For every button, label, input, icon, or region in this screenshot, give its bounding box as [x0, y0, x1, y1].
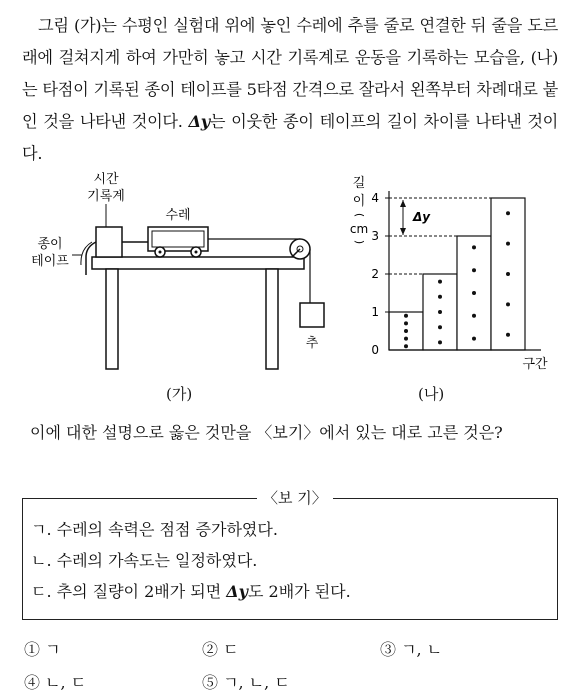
choice-5[interactable]: ⑤ ㄱ, ㄴ, ㄷ: [202, 673, 290, 692]
caption-a: (가): [166, 385, 193, 403]
tape-dot: [472, 291, 476, 295]
tape-dot: [506, 333, 510, 337]
y-tick-label: 4: [371, 191, 379, 205]
figure-b-tape-chart: [345, 165, 560, 380]
tape-dot: [404, 329, 408, 333]
tape-dot: [404, 344, 408, 348]
tape-dot: [506, 302, 510, 306]
bogi-item-3-part1: ㄷ. 추의 질량이 2배가 되면: [31, 582, 227, 601]
bogi-title: 〈보 기〉: [257, 487, 333, 508]
y-label-char-3: cm: [349, 222, 369, 236]
choice-2[interactable]: ② ㄷ: [202, 640, 239, 659]
delta-y-marker: [400, 200, 431, 235]
y-tick-label: 3: [371, 229, 379, 243]
tape-dot: [506, 272, 510, 276]
tape-dot: [438, 310, 442, 314]
bogi-item-1: ㄱ. 수레의 속력은 점점 증가하였다.: [31, 520, 278, 539]
y-label-char-0: 길: [352, 176, 366, 191]
lab-table-top: [92, 257, 304, 269]
y-axis-label: [350, 175, 368, 244]
tape-dot: [404, 314, 408, 318]
weight-label: 추: [305, 336, 319, 351]
choice-1[interactable]: ① ㄱ: [24, 640, 61, 659]
tape-dot: [438, 325, 442, 329]
timer-device: [96, 227, 122, 257]
caption-b: (나): [418, 385, 445, 403]
y-tick-label: 0: [371, 343, 379, 357]
delta-y-symbol: Δy: [188, 112, 210, 131]
delta-y-label: Δy: [413, 210, 431, 224]
y-label-char-4: ): [353, 239, 366, 245]
passage-part1: 그림 (가)는 수평인 실험대 위에 놓인 수레에 추를 줄로 연결한 뒤 줄을 도르래에 걸쳐지게 하여 가만히 놓고 시간 기록계로 운동을 기록하는 모습을, (나)는 타점이 기록된 종이 테이프를 5타점 간격으로 잘라서 왼쪽부터 차례대로 붙인 것을 나타낸 것이다.: [22, 16, 558, 131]
bogi-box: [22, 489, 558, 620]
tape-label-1: 종이: [37, 237, 63, 252]
tape-dot: [438, 280, 442, 284]
tape-dot: [438, 340, 442, 344]
hanging-weight: [300, 303, 324, 327]
bogi-item-2: ㄴ. 수레의 가속도는 일정하였다.: [31, 551, 258, 570]
tape-dot: [472, 314, 476, 318]
y-tick-label: 2: [371, 267, 379, 281]
cart-label: 수레: [165, 208, 191, 223]
timer-label-1: 시간: [93, 172, 119, 187]
bogi-item-3-part2: 도 2배가 된다.: [247, 582, 351, 601]
x-axis-label: 구간: [522, 357, 548, 372]
choice-4[interactable]: ④ ㄴ, ㄷ: [24, 673, 87, 692]
y-label-char-2: (: [353, 212, 366, 218]
tape-dot: [472, 337, 476, 341]
question-text: 이에 대한 설명으로 옳은 것만을 〈보기〉에서 있는 대로 고른 것은?: [30, 423, 503, 442]
table-leg-right: [266, 269, 278, 369]
choice-3[interactable]: ③ ㄱ, ㄴ: [380, 640, 443, 659]
bogi-item-3-delta: Δy: [226, 582, 248, 601]
tape-dot: [404, 337, 408, 341]
tape-dot: [438, 295, 442, 299]
tape-dot: [506, 242, 510, 246]
bogi-title-text: 보 기: [278, 489, 312, 507]
y-label-char-1: 이: [352, 194, 366, 209]
tape-dot: [506, 211, 510, 215]
problem-passage: [22, 10, 558, 170]
passage-part2: 는 이웃한 종이 테이프의 길이 차이를 나타낸 것이다.: [22, 112, 558, 163]
tape-dot: [472, 268, 476, 272]
tape-dot: [404, 321, 408, 325]
timer-label-2: 기록계: [87, 189, 125, 204]
bogi-item-3: [31, 579, 351, 602]
tape-dot: [472, 245, 476, 249]
table-leg-left: [106, 269, 118, 369]
tape-label-2: 테이프: [31, 254, 69, 269]
figure-a-apparatus: [30, 165, 340, 375]
y-tick-label: 1: [371, 305, 379, 319]
